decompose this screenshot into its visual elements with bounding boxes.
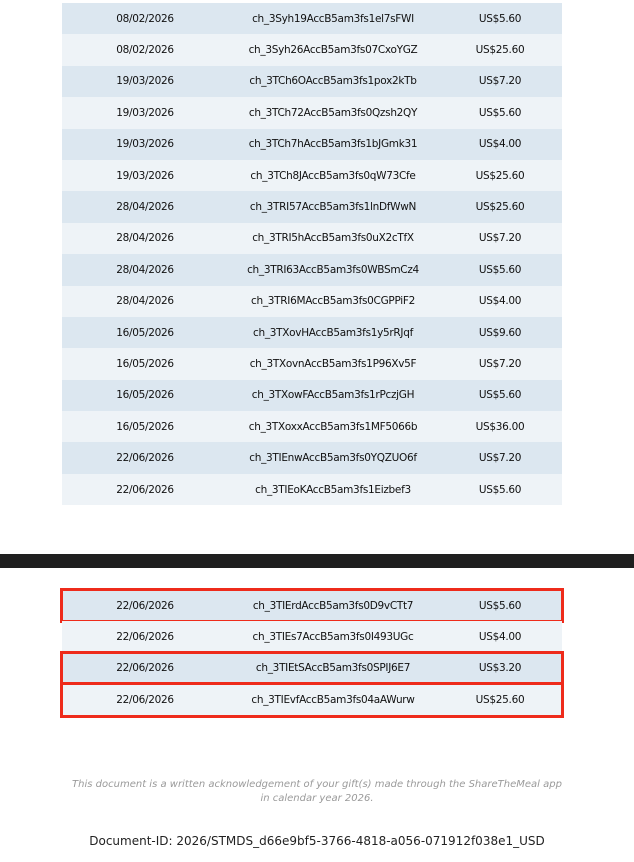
- page-break: [0, 554, 634, 568]
- transaction-id-cell: ch_3TIErdAccB5am3fs0D9vCTt7: [252, 599, 414, 612]
- date-cell: 16/05/2026: [116, 357, 174, 370]
- table-row: [62, 317, 562, 348]
- table-row: [62, 442, 562, 473]
- transaction-id-cell: ch_3TCh7hAccB5am3fs1bJGmk31: [248, 138, 418, 151]
- transaction-id-cell: ch_3TXowFAccB5am3fs1rPczjGH: [251, 389, 415, 402]
- table-row: [62, 254, 562, 285]
- amount-cell: US$4.00: [478, 295, 522, 308]
- table-row: [62, 286, 562, 317]
- table-row-highlighted: [62, 653, 562, 684]
- amount-cell: US$3.20: [478, 662, 522, 675]
- date-cell: 22/06/2026: [116, 599, 174, 612]
- amount-cell: US$5.60: [478, 599, 522, 612]
- date-cell: 19/03/2026: [116, 75, 174, 88]
- amount-cell: US$25.60: [475, 201, 525, 214]
- table-row: [62, 34, 562, 65]
- table-row: [62, 380, 562, 411]
- transaction-id-cell: ch_3Syh19AccB5am3fs1el7sFWI: [252, 12, 414, 25]
- amount-cell: US$7.20: [478, 232, 522, 245]
- table-row: [62, 411, 562, 442]
- date-cell: 28/04/2026: [116, 232, 174, 245]
- amount-cell: US$4.00: [478, 138, 522, 151]
- date-cell: 19/03/2026: [116, 138, 174, 151]
- transaction-id-cell: ch_3TCh6OAccB5am3fs1pox2kTb: [249, 75, 417, 88]
- acknowledgement-footnote: This document is a written acknowledgement of your gift(s) made through the ShareTheMeal app in calendar year 2026.: [72, 779, 562, 804]
- amount-cell: US$5.60: [478, 106, 522, 119]
- transaction-id-cell: ch_3Syh26AccB5am3fs07CxoYGZ: [248, 44, 418, 57]
- transaction-id-cell: ch_3TIEvfAccB5am3fs04aAWurw: [251, 693, 415, 706]
- table-row: [62, 348, 562, 379]
- date-cell: 19/03/2026: [116, 169, 174, 182]
- date-cell: 08/02/2026: [116, 44, 174, 57]
- date-cell: 19/03/2026: [116, 106, 174, 119]
- transaction-id-cell: ch_3TCh72AccB5am3fs0Qzsh2QY: [248, 106, 418, 119]
- date-cell: 08/02/2026: [116, 12, 174, 25]
- amount-cell: US$5.60: [478, 263, 522, 276]
- table-row: [62, 223, 562, 254]
- donation-table-page-2: [62, 590, 562, 716]
- amount-cell: US$9.60: [478, 326, 522, 339]
- table-row: [62, 474, 562, 505]
- date-cell: 28/04/2026: [116, 295, 174, 308]
- transaction-id-cell: ch_3TXovnAccB5am3fs1P96Xv5F: [249, 357, 417, 370]
- amount-cell: US$5.60: [478, 12, 522, 25]
- transaction-id-cell: ch_3TRI5hAccB5am3fs0uX2cTfX: [252, 232, 414, 245]
- document-id: Document-ID: 2026/STMDS_d66e9bf5-3766-4818-a056-071912f038e1_USD: [89, 834, 545, 848]
- amount-cell: US$25.60: [475, 44, 525, 57]
- amount-cell: US$5.60: [478, 389, 522, 402]
- table-row: [62, 160, 562, 191]
- amount-cell: US$4.00: [478, 631, 522, 644]
- date-cell: 22/06/2026: [116, 452, 174, 465]
- transaction-id-cell: ch_3TIEoKAccB5am3fs1Eizbef3: [255, 483, 411, 496]
- amount-cell: US$7.20: [478, 75, 522, 88]
- table-row: [62, 66, 562, 97]
- transaction-id-cell: ch_3TXoxxAccB5am3fs1MF5066b: [248, 420, 418, 433]
- amount-cell: US$7.20: [478, 452, 522, 465]
- date-cell: 16/05/2026: [116, 326, 174, 339]
- amount-cell: US$5.60: [478, 483, 522, 496]
- table-row: [62, 97, 562, 128]
- transaction-id-cell: ch_3TCh8JAccB5am3fs0qW73Cfe: [250, 169, 416, 182]
- table-row: [62, 3, 562, 34]
- transaction-id-cell: ch_3TRI6MAccB5am3fs0CGPPiF2: [251, 295, 415, 308]
- date-cell: 28/04/2026: [116, 201, 174, 214]
- date-cell: 22/06/2026: [116, 662, 174, 675]
- date-cell: 22/06/2026: [116, 693, 174, 706]
- amount-cell: US$36.00: [475, 420, 525, 433]
- amount-cell: US$7.20: [478, 357, 522, 370]
- donation-table-page-1: [62, 3, 562, 505]
- date-cell: 22/06/2026: [116, 631, 174, 644]
- transaction-id-cell: ch_3TRI63AccB5am3fs0WBSmCz4: [247, 263, 419, 276]
- transaction-id-cell: ch_3TRI57AccB5am3fs1lnDfWwN: [249, 201, 417, 214]
- transaction-id-cell: ch_3TXovHAccB5am3fs1y5rRJqf: [253, 326, 413, 339]
- transaction-id-cell: ch_3TIEtSAccB5am3fs0SPIJ6E7: [255, 662, 411, 675]
- transaction-id-cell: ch_3TIEs7AccB5am3fs0I493UGc: [252, 631, 414, 644]
- date-cell: 16/05/2026: [116, 389, 174, 402]
- transaction-id-cell: ch_3TIEnwAccB5am3fs0YQZUO6f: [249, 452, 417, 465]
- table-row-highlighted: [62, 590, 562, 621]
- table-row-highlighted: [62, 684, 562, 715]
- date-cell: 16/05/2026: [116, 420, 174, 433]
- table-row: [62, 129, 562, 160]
- date-cell: 22/06/2026: [116, 483, 174, 496]
- amount-cell: US$25.60: [475, 169, 525, 182]
- table-row: [62, 191, 562, 222]
- date-cell: 28/04/2026: [116, 263, 174, 276]
- table-row: [62, 621, 562, 652]
- amount-cell: US$25.60: [475, 693, 525, 706]
